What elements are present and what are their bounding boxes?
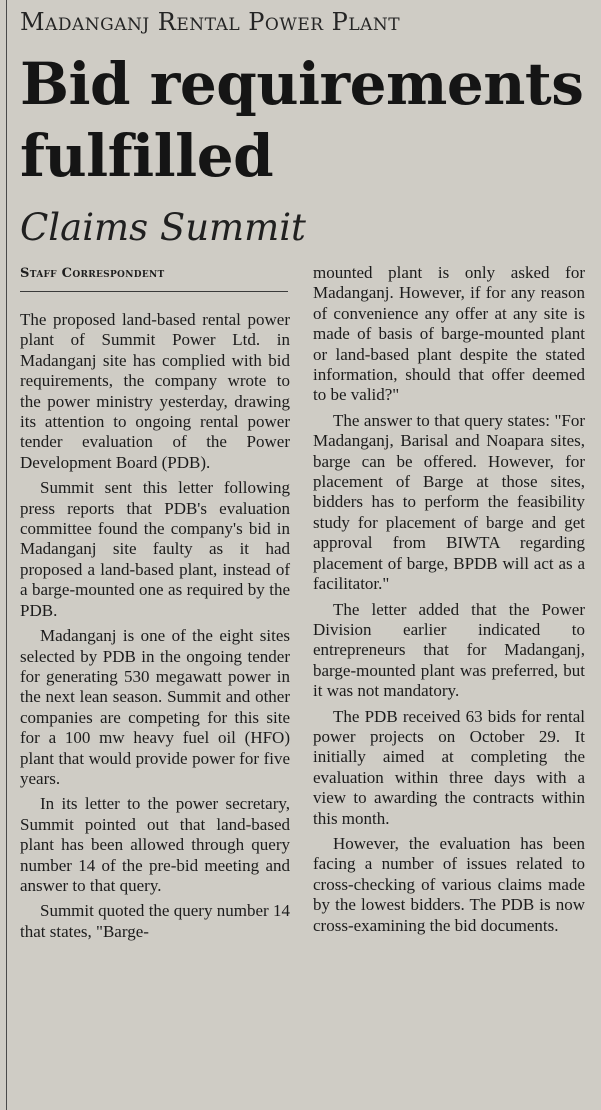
paragraph: In its letter to the power secretary, Summit pointed out that land-based plant has been allowed through query number 14 of the pre-bid meeting and answer to that query. [20, 794, 290, 895]
article-headline: Bid requirements fulfilled [20, 50, 584, 190]
article-subheadline: Claims Summit [20, 206, 306, 249]
paragraph: The answer to that query states: "For Madanganj, Barisal and Noapara sites, barge can be offered. However, for placement of Barge at those sites, bidders has to perform the feasibility study for placement of barge and get approval from BIWTA regarding placement of barge, BPDB will act as a facilitator." [313, 410, 585, 594]
paragraph: However, the evaluation has been facing a number of issues related to cross-checking of various claims made by the lowest bidders. The PDB is now cross-examining the bid documents. [313, 833, 585, 935]
paragraph: Madanganj is one of the eight sites selected by PDB in the ongoing tender for generating 530 megawatt power in the next lean season. Summit and other companies are competing for this site for a 100 mw heavy fuel oil (HFO) plant that would provide power for five years. [20, 626, 290, 788]
paragraph: The PDB received 63 bids for rental power projects on October 29. It initially aimed at completing the evaluation within three days with a view to awarding the contracts within this month. [313, 706, 585, 828]
paragraph-continued: mounted plant is only asked for Madanganj. However, if for any reason of convenience any offer at any site is made of basis of barge-mounted plant or land-based plant despite the stated information, should that offer deemed to be valid?" [313, 263, 585, 405]
text-column-1 [20, 310, 290, 942]
column-rule [6, 0, 7, 1110]
article-byline: Staff Correspondent [20, 266, 288, 292]
paragraph: The letter added that the Power Division earlier indicated to entrepreneurs that for Madanganj, barge-mounted plant was preferred, but it was not mandatory. [313, 599, 585, 701]
paragraph: The proposed land-based rental power plant of Summit Power Ltd. in Madanganj site has complied with bid requirements, the company wrote to the power ministry yesterday, drawing its attention to ongoing rental power tender evaluation of the Power Development Board (PDB). [20, 310, 290, 472]
paragraph: Summit sent this letter following press reports that PDB's evaluation committee found the company's bid in Madanganj site faulty as it had proposed a land-based plant, instead of a barge-mounted one as required by the PDB. [20, 478, 290, 620]
article-kicker: Madanganj Rental Power Plant [20, 8, 401, 36]
paragraph: Summit quoted the query number 14 that states, "Barge- [20, 901, 290, 941]
text-column-2 [313, 263, 585, 936]
